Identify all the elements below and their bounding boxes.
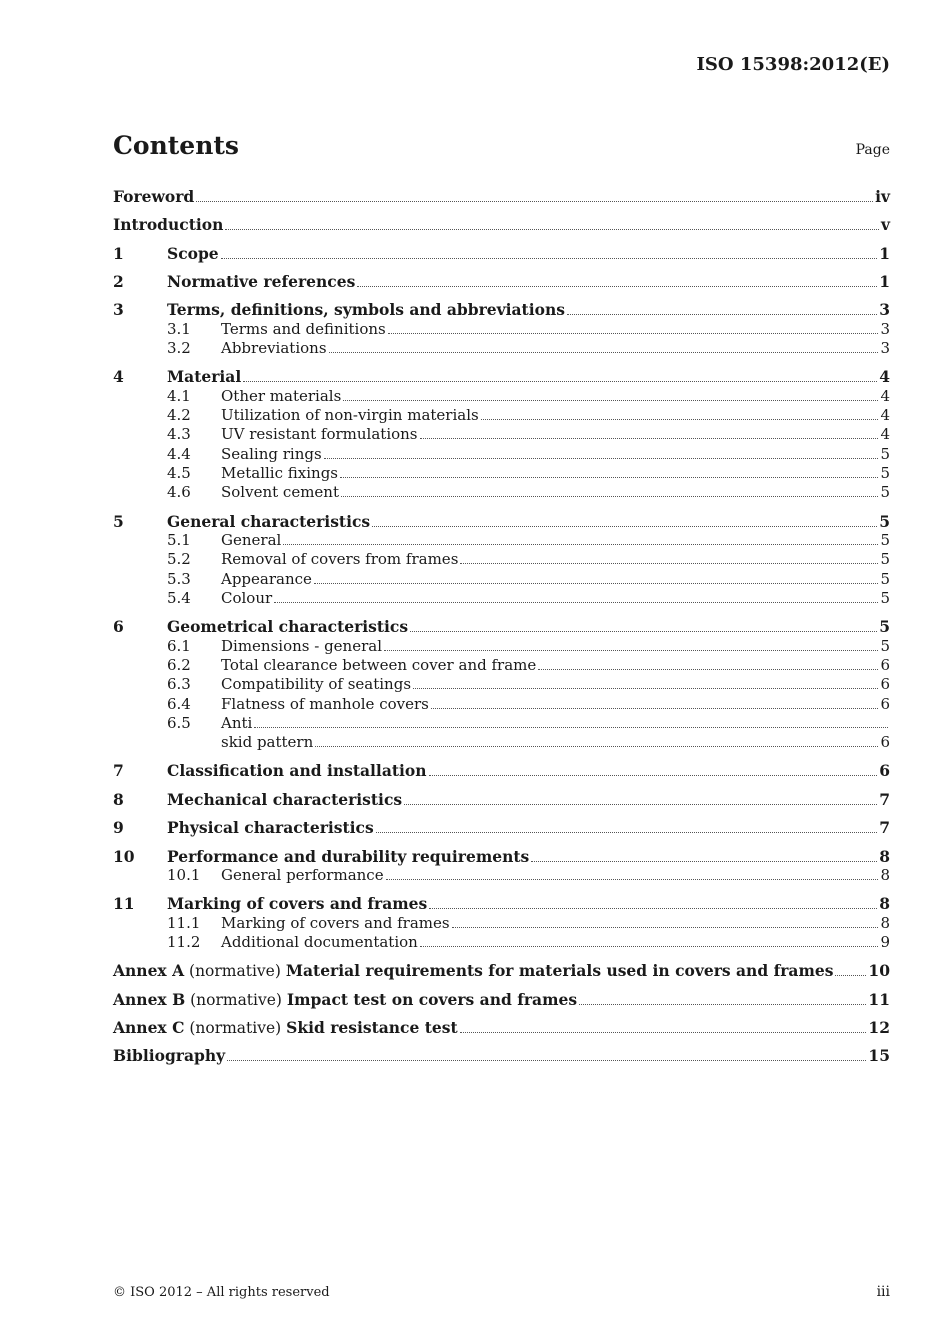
toc-entry-title: Terms and definitions xyxy=(221,320,386,338)
toc-entry[interactable] xyxy=(113,320,890,339)
toc-entry-page: 7 xyxy=(879,790,890,809)
annex-label: Annex C xyxy=(113,1018,185,1037)
toc-entry-page: 6 xyxy=(879,761,890,780)
toc-entry-title: Foreword xyxy=(113,187,195,206)
toc-entry[interactable] xyxy=(113,914,890,933)
dot-leader xyxy=(314,583,879,584)
toc-entry-page: 5 xyxy=(880,550,890,568)
toc-entry-page: 6 xyxy=(880,733,890,751)
dot-leader xyxy=(429,908,877,909)
toc-entry-page: 5 xyxy=(879,617,890,636)
toc-entry-page: 9 xyxy=(880,933,890,951)
dot-leader xyxy=(283,544,878,545)
dot-leader xyxy=(538,669,878,670)
toc-entry-page: v xyxy=(880,215,890,234)
toc-entry-number: 6.2 xyxy=(167,656,191,674)
toc-entry-number: 9 xyxy=(113,818,124,837)
toc-entry-title: Sealing rings xyxy=(221,445,322,463)
toc-entry[interactable] xyxy=(113,406,890,425)
toc-entry-number: 3 xyxy=(113,300,124,319)
toc-entry-title: Material xyxy=(167,367,242,386)
toc-entry-page: 10 xyxy=(868,961,890,980)
toc-entry[interactable] xyxy=(113,550,890,569)
annex-label: Annex B xyxy=(113,990,186,1009)
toc-entry-number: 11 xyxy=(113,894,135,913)
toc-entry-page: 5 xyxy=(880,445,890,463)
toc-entry-number: 7 xyxy=(113,761,124,780)
toc-entry[interactable] xyxy=(113,1018,890,1038)
toc-entry-number: 4.2 xyxy=(167,406,191,424)
dot-leader xyxy=(460,563,878,564)
dot-leader xyxy=(429,775,878,776)
toc-entry-title: General xyxy=(221,531,282,549)
dot-leader xyxy=(343,400,878,401)
toc-entry[interactable] xyxy=(113,367,890,387)
annex-normative-label: (normative) xyxy=(184,1019,287,1037)
toc-entry-title: Marking of covers and frames xyxy=(221,914,450,932)
toc-entry-number: 11.2 xyxy=(167,933,201,951)
dot-leader xyxy=(341,496,878,497)
toc-entry-title: Bibliography xyxy=(113,1046,226,1065)
toc-entry-title: Physical characteristics xyxy=(167,818,374,837)
toc-entry[interactable] xyxy=(113,187,890,207)
toc-entry-page: 5 xyxy=(880,531,890,549)
toc-entry[interactable] xyxy=(113,464,890,483)
toc-entry-page: 3 xyxy=(879,300,890,319)
toc-entry[interactable] xyxy=(113,714,890,733)
toc-entry-page: 5 xyxy=(880,570,890,588)
dot-leader xyxy=(196,201,873,202)
toc-entry-page: 11 xyxy=(868,990,890,1009)
toc-entry[interactable] xyxy=(113,387,890,406)
toc-entry-number: 4 xyxy=(113,367,124,386)
dot-leader xyxy=(376,832,877,833)
toc-entry-title: Compatibility of seatings xyxy=(221,675,412,693)
toc-entry-title: General performance xyxy=(221,866,384,884)
annex-normative-label: (normative) xyxy=(184,962,286,980)
toc-entry-number: 3.2 xyxy=(167,339,191,357)
toc-entry-number: 4.4 xyxy=(167,445,191,463)
toc-entry-number: 3.1 xyxy=(167,320,191,338)
toc-entry-page: 4 xyxy=(880,425,890,443)
toc-entry[interactable] xyxy=(113,990,890,1010)
dot-leader xyxy=(579,1004,866,1005)
toc-entry[interactable] xyxy=(113,570,890,589)
toc-entry-page: 7 xyxy=(879,818,890,837)
toc-entry-page: 3 xyxy=(880,339,890,357)
toc-entry-page: 5 xyxy=(879,512,890,531)
toc-entry[interactable] xyxy=(113,894,890,914)
dot-leader xyxy=(254,727,888,728)
dot-leader xyxy=(372,526,877,527)
toc-entry-title xyxy=(113,1018,458,1037)
toc-entry[interactable] xyxy=(113,847,890,867)
toc-entry-page: 4 xyxy=(880,387,890,405)
toc-entry-number: 6.4 xyxy=(167,695,191,713)
toc-entry[interactable] xyxy=(113,300,890,320)
toc-entry-title: Utilization of non-virgin materials xyxy=(221,406,479,424)
toc-entry[interactable] xyxy=(113,790,890,810)
toc-entry-title: Performance and durability requirements xyxy=(167,847,530,866)
toc-entry-page: 1 xyxy=(879,272,890,291)
dot-leader xyxy=(243,381,877,382)
toc-entry-title: Metallic fixings xyxy=(221,464,338,482)
toc-entry[interactable] xyxy=(113,1046,890,1066)
toc-entry-number: 6.1 xyxy=(167,637,191,655)
annex-title: Skid resistance test xyxy=(286,1018,458,1037)
toc-entry-number: 5.4 xyxy=(167,589,191,607)
toc-entry-page: 8 xyxy=(879,894,890,913)
dot-leader xyxy=(531,861,877,862)
dot-leader xyxy=(357,286,877,287)
toc-entry-number: 5.2 xyxy=(167,550,191,568)
toc-entry-number: 4.3 xyxy=(167,425,191,443)
toc-entry-title: Colour xyxy=(221,589,273,607)
toc-entry[interactable] xyxy=(113,215,890,235)
toc-entry-title: Scope xyxy=(167,244,219,263)
toc-entry-title: Mechanical characteristics xyxy=(167,790,403,809)
annex-title: Material requirements for materials used in covers and frames xyxy=(285,961,834,980)
toc-entry[interactable] xyxy=(113,637,890,656)
dot-leader xyxy=(388,333,879,334)
dot-leader xyxy=(404,804,877,805)
toc-entry-page: iv xyxy=(875,187,890,206)
toc-entry-title: Geometrical characteristics xyxy=(167,617,409,636)
dot-leader xyxy=(274,602,878,603)
toc-entry-title: General characteristics xyxy=(167,512,371,531)
toc-entry[interactable] xyxy=(113,656,890,675)
toc-entry[interactable] xyxy=(113,445,890,464)
toc-entry[interactable] xyxy=(113,675,890,694)
toc-entry-page: 5 xyxy=(880,589,890,607)
footer-page-number: iii xyxy=(876,1284,890,1300)
toc-entry-title: Abbreviations xyxy=(221,339,327,357)
dot-leader xyxy=(420,438,879,439)
toc-entry-number: 6 xyxy=(113,617,124,636)
toc-entry[interactable] xyxy=(113,695,890,714)
toc-entry-title xyxy=(113,961,833,980)
toc-entry-title: Solvent cement xyxy=(221,483,339,501)
toc-entry-page: 5 xyxy=(880,637,890,655)
toc-entry-page: 3 xyxy=(880,320,890,338)
toc-entry-page: 6 xyxy=(880,695,890,713)
toc-entry[interactable] xyxy=(113,733,890,752)
toc-entry[interactable] xyxy=(113,483,890,502)
dot-leader xyxy=(340,477,878,478)
toc-entry-page: 4 xyxy=(880,406,890,424)
toc-entry[interactable] xyxy=(113,425,890,444)
toc-entry-number: 6.3 xyxy=(167,675,191,693)
page-column-label: Page xyxy=(855,142,890,158)
toc-entry-title: Removal of covers from frames xyxy=(221,550,459,568)
toc-entry-title: Dimensions - general xyxy=(221,637,383,655)
dot-leader xyxy=(460,1032,867,1033)
toc-entry-number: 5.1 xyxy=(167,531,191,549)
toc-entry[interactable] xyxy=(113,512,890,532)
footer-copyright: © ISO 2012 – All rights reserved xyxy=(113,1285,330,1300)
dot-leader xyxy=(481,419,879,420)
toc-entry-number: 5 xyxy=(113,512,124,531)
toc-entry[interactable] xyxy=(113,339,890,358)
toc-entry-number: 4.1 xyxy=(167,387,191,405)
dot-leader xyxy=(315,746,878,747)
contents-title: Contents xyxy=(113,131,240,160)
toc-entry-title: Appearance xyxy=(221,570,312,588)
dot-leader xyxy=(329,352,879,353)
toc-entry-page: 6 xyxy=(880,675,890,693)
toc-entry-number: 10 xyxy=(113,847,135,866)
toc-entry[interactable] xyxy=(113,589,890,608)
toc-entry-title: Anti xyxy=(221,714,253,732)
dot-leader xyxy=(413,688,878,689)
dot-leader xyxy=(221,258,878,259)
toc-entry-title: Terms, definitions, symbols and abbreviations xyxy=(167,300,565,319)
toc-entry-title: Classification and installation xyxy=(167,761,427,780)
toc-entry-title: skid pattern xyxy=(221,733,314,751)
toc-entry-number: 11.1 xyxy=(167,914,201,932)
dot-leader xyxy=(452,927,879,928)
toc-entry-page: 15 xyxy=(868,1046,890,1065)
toc-entry-title: Additional documentation xyxy=(221,933,418,951)
toc-entry-title xyxy=(113,990,577,1009)
annex-title: Impact test on covers and frames xyxy=(286,990,578,1009)
toc-entry-page: 8 xyxy=(880,866,890,884)
dot-leader xyxy=(567,314,877,315)
dot-leader xyxy=(225,229,879,230)
dot-leader xyxy=(431,708,879,709)
toc-entry[interactable] xyxy=(113,961,890,981)
toc-entry-number: 10.1 xyxy=(167,866,201,884)
dot-leader xyxy=(386,879,879,880)
toc-entry-page: 1 xyxy=(879,244,890,263)
toc-entry-title: Marking of covers and frames xyxy=(167,894,428,913)
toc-entry-title: Total clearance between cover and frame xyxy=(221,656,537,674)
toc-entry-title: UV resistant formulations xyxy=(221,425,418,443)
toc-entry[interactable] xyxy=(113,272,890,292)
toc-entry-page: 8 xyxy=(879,847,890,866)
document-id: ISO 15398:2012(E) xyxy=(696,54,890,75)
toc-entry[interactable] xyxy=(113,761,890,781)
toc-entry-number: 2 xyxy=(113,272,124,291)
toc-entry[interactable] xyxy=(113,531,890,550)
toc-entry-page: 6 xyxy=(880,656,890,674)
annex-normative-label: (normative) xyxy=(185,991,287,1009)
dot-leader xyxy=(410,631,877,632)
toc-entry-number: 4.5 xyxy=(167,464,191,482)
toc-entry-number: 1 xyxy=(113,244,124,263)
toc-entry-page: 4 xyxy=(879,367,890,386)
dot-leader xyxy=(384,650,878,651)
toc-entry-title: Other materials xyxy=(221,387,342,405)
toc-entry-number: 4.6 xyxy=(167,483,191,501)
toc-entry-page: 8 xyxy=(880,914,890,932)
toc-entry-title: Normative references xyxy=(167,272,356,291)
dot-leader xyxy=(835,975,866,976)
dot-leader xyxy=(227,1060,866,1061)
toc-entry[interactable] xyxy=(113,818,890,838)
toc-entry-page: 5 xyxy=(880,483,890,501)
dot-leader xyxy=(324,458,879,459)
toc-entry-number: 6.5 xyxy=(167,714,191,732)
toc-entry[interactable] xyxy=(113,244,890,264)
toc-entry-number: 8 xyxy=(113,790,124,809)
toc-entry-title: Introduction xyxy=(113,215,224,234)
toc-entry-page: 5 xyxy=(880,464,890,482)
toc-entry[interactable] xyxy=(113,933,890,952)
dot-leader xyxy=(420,946,879,947)
toc-entry-number: 5.3 xyxy=(167,570,191,588)
toc-entry-title: Flatness of manhole covers xyxy=(221,695,429,713)
toc-entry-page: 12 xyxy=(868,1018,890,1037)
annex-label: Annex A xyxy=(113,961,185,980)
toc-entry[interactable] xyxy=(113,617,890,637)
toc-entry[interactable] xyxy=(113,866,890,885)
